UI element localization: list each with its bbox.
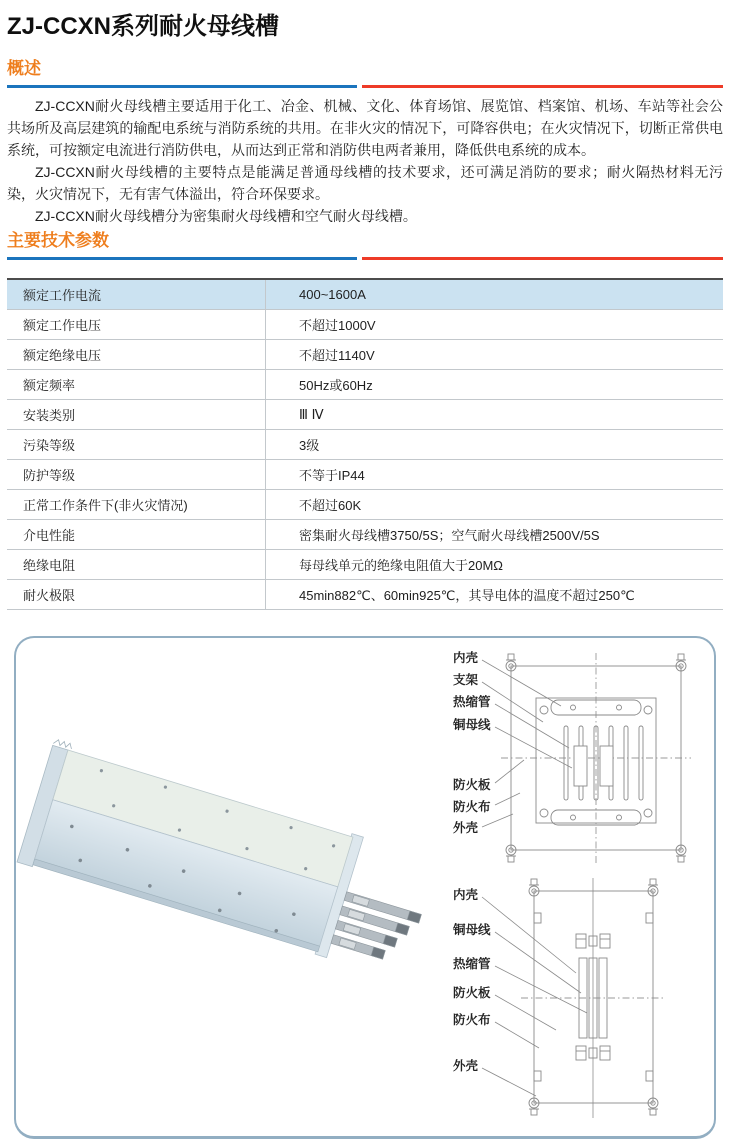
table-row (7, 460, 723, 490)
diagram-label: 铜母线 (453, 923, 491, 937)
spec-label-cell: 耐火极限 (7, 580, 266, 610)
divider-blue-segment (7, 85, 357, 88)
table-row (7, 310, 723, 340)
table-row (7, 279, 723, 310)
busway-product-photo (17, 739, 439, 981)
divider-blue-segment (7, 257, 357, 260)
spec-value-cell: 不超过1140V (266, 340, 724, 370)
spec-label-cell: 安装类别 (7, 400, 266, 430)
diagram-label: 外壳 (453, 821, 479, 835)
spec-label-cell: 额定绝缘电压 (7, 340, 266, 370)
overview-paragraph: ZJ-CCXN耐火母线槽分为密集耐火母线槽和空气耐火母线槽。 (35, 208, 417, 224)
spec-value-cell: 400~1600A (266, 279, 724, 310)
spec-label-cell: 绝缘电阻 (7, 550, 266, 580)
spec-label-cell: 额定工作电流 (7, 279, 266, 310)
cross-section-diagram-bottom (482, 878, 666, 1118)
spec-value-cell: 密集耐火母线槽3750/5S；空气耐火母线槽2500V/5S (266, 520, 724, 550)
page-title: ZJ-CCXN系列耐火母线槽 (7, 13, 280, 40)
cross-section-diagram-top (482, 653, 691, 863)
specs-table (7, 278, 723, 610)
spec-value-cell: 不等于IP44 (266, 460, 724, 490)
table-row (7, 370, 723, 400)
table-row (7, 400, 723, 430)
leader-lines-bottom (482, 897, 587, 1096)
table-row (7, 490, 723, 520)
diagram-label: 热缩管 (453, 695, 491, 709)
specs-heading: 主要技术参数 (7, 231, 109, 250)
spec-label-cell: 额定工作电压 (7, 310, 266, 340)
divider-red-segment (362, 257, 723, 260)
table-row (7, 340, 723, 370)
overview-text (7, 95, 723, 227)
spec-value-cell: 3级 (266, 430, 724, 460)
spec-value-cell: 50Hz或60Hz (266, 370, 724, 400)
spec-label-cell: 污染等级 (7, 430, 266, 460)
diagram-label: 内壳 (453, 888, 479, 902)
overview-paragraph: ZJ-CCXN耐火母线槽主要适用于化工、冶金、机械、文化、体育场馆、展览馆、档案馆、机场、车站等社会公共场所及高层建筑的输配电系统与消防系统的共用。在非火灾的情况下，可降容供电；在火灾情况下，切断正常供电系统，可按额定电流进行消防供电，从而达到正常和消防供电两者兼用，降低供电系统的成本。 (7, 98, 723, 158)
spec-value-cell: 45min882℃、60min925℃，其导电体的温度不超过250℃ (266, 580, 724, 610)
diagram-label: 内壳 (453, 651, 479, 665)
table-row (7, 550, 723, 580)
spec-label-cell: 额定频率 (7, 370, 266, 400)
figure-artwork (16, 638, 726, 1131)
table-row (7, 430, 723, 460)
spec-value-cell: 不超过1000V (266, 310, 724, 340)
diagram-label: 铜母线 (453, 718, 491, 732)
table-row (7, 520, 723, 550)
diagram-label: 支架 (453, 673, 479, 687)
divider-red-segment (362, 85, 723, 88)
figure-panel (14, 636, 716, 1139)
spec-label-cell: 介电性能 (7, 520, 266, 550)
diagram-label: 防火板 (453, 986, 491, 1000)
leader-lines-top (482, 660, 572, 827)
section-divider (7, 85, 723, 88)
diagram-label: 防火布 (453, 1013, 491, 1027)
table-row (7, 580, 723, 610)
section-divider (7, 257, 723, 260)
spec-value-cell: 每母线单元的绝缘电阻值大于20MΩ (266, 550, 724, 580)
diagram-label: 外壳 (453, 1059, 479, 1073)
overview-paragraph: ZJ-CCXN耐火母线槽的主要特点是能满足普通母线槽的技术要求，还可满足消防的要求；耐火隔热材料无污染，火灾情况下，无有害气体溢出，符合环保要求。 (7, 164, 723, 202)
overview-heading: 概述 (7, 59, 41, 78)
diagram-label: 防火板 (453, 778, 491, 792)
spec-label-cell: 防护等级 (7, 460, 266, 490)
spec-label-cell: 正常工作条件下(非火灾情况) (7, 490, 266, 520)
diagram-label: 防火布 (453, 800, 491, 814)
spec-value-cell: Ⅲ Ⅳ (266, 400, 724, 430)
diagram-label: 热缩管 (453, 957, 491, 971)
spec-value-cell: 不超过60K (266, 490, 724, 520)
